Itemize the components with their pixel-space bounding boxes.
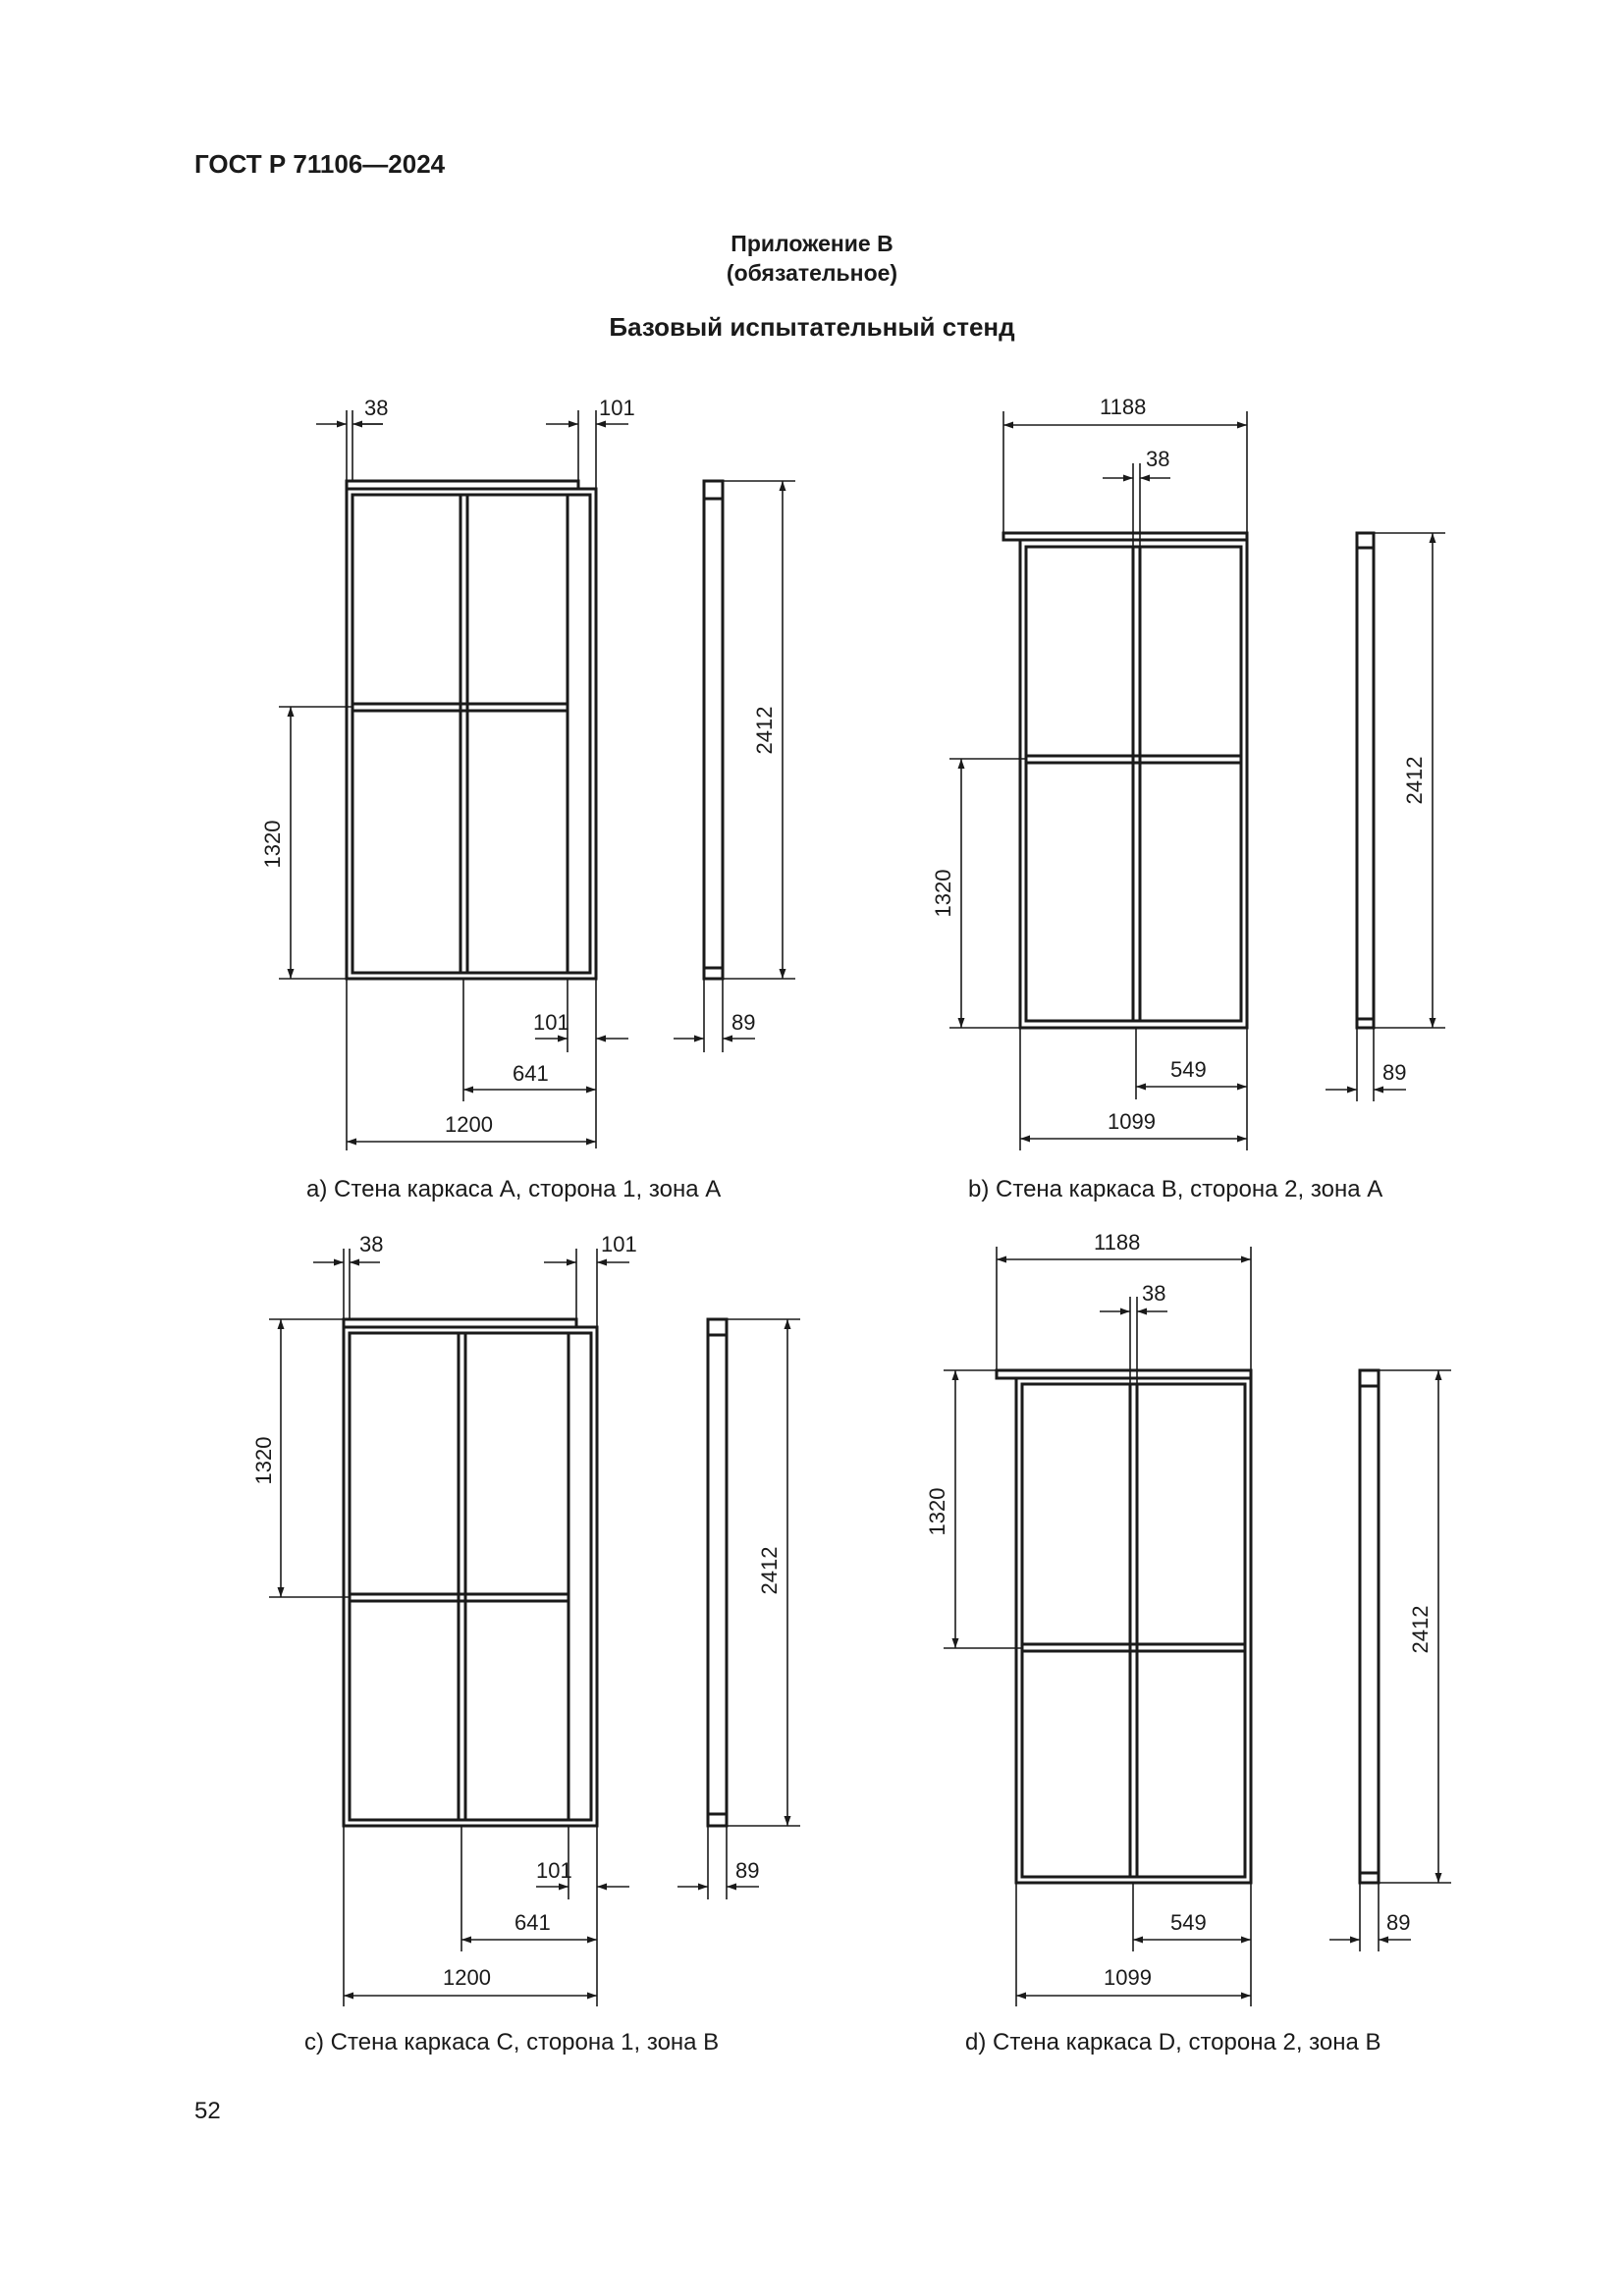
dim-c-center-offset: 641 (514, 1910, 551, 1935)
dim-d-top-width: 1188 (1094, 1230, 1141, 1255)
view-d (925, 1230, 1451, 2056)
dim-a-end-stud-bottom: 101 (533, 1010, 569, 1035)
document-code: ГОСТ Р 71106—2024 (194, 149, 446, 179)
dim-b-top-width: 1188 (1100, 395, 1147, 419)
dim-a-center-offset: 641 (513, 1061, 549, 1086)
view-a (260, 396, 795, 1202)
dim-b-width: 1099 (1108, 1109, 1156, 1134)
dim-d-width: 1099 (1104, 1965, 1152, 1990)
side-view-c (708, 1319, 727, 1826)
frame-a (347, 481, 596, 979)
dimension-lines-a (279, 410, 795, 1150)
frame-d (997, 1370, 1251, 1883)
dim-a-stud: 38 (364, 396, 389, 420)
dim-b-total-height: 2412 (1402, 756, 1427, 805)
dim-c-depth: 89 (735, 1858, 760, 1883)
caption-a: a) Стена каркаса А, сторона 1, зона А (306, 1176, 722, 1202)
view-c (251, 1232, 800, 2056)
dim-d-center-offset: 549 (1170, 1910, 1207, 1935)
frame-b (1003, 533, 1247, 1028)
dim-d-stud: 38 (1142, 1281, 1166, 1306)
dim-c-end-stud: 101 (601, 1232, 637, 1256)
dim-a-depth: 89 (731, 1010, 756, 1035)
dim-b-depth: 89 (1382, 1060, 1407, 1085)
figure-title: Базовый испытательный стенд (609, 312, 1015, 342)
side-view-b (1357, 533, 1374, 1028)
dim-a-end-stud: 101 (599, 396, 635, 420)
dim-a-height-mid: 1320 (260, 820, 285, 869)
dim-b-height-mid: 1320 (931, 869, 955, 918)
frame-c (344, 1319, 597, 1826)
dim-b-center-offset: 549 (1170, 1057, 1207, 1082)
appendix-title: Приложение В (731, 231, 893, 256)
dimension-lines-b (949, 411, 1445, 1150)
view-b (931, 395, 1445, 1202)
appendix-status: (обязательное) (726, 260, 898, 286)
dim-a-total-height: 2412 (752, 706, 777, 755)
dim-d-total-height: 2412 (1408, 1605, 1433, 1654)
dim-a-width: 1200 (445, 1112, 493, 1137)
dim-c-height-mid: 1320 (251, 1436, 276, 1485)
caption-c: c) Стена каркаса С, сторона 1, зона B (304, 2029, 720, 2056)
side-view-d (1360, 1370, 1379, 1883)
dim-d-depth: 89 (1386, 1910, 1411, 1935)
page-number: 52 (194, 2098, 221, 2124)
dim-b-stud: 38 (1146, 447, 1170, 471)
dim-d-height-mid: 1320 (925, 1487, 949, 1536)
caption-d: d) Стена каркаса D, сторона 2, зона B (965, 2029, 1381, 2056)
side-view-a (704, 481, 723, 979)
dim-c-total-height: 2412 (757, 1546, 782, 1595)
dimension-lines-d (944, 1247, 1451, 2006)
dim-c-end-stud-bottom: 101 (536, 1858, 572, 1883)
dim-c-stud: 38 (359, 1232, 384, 1256)
dim-c-width: 1200 (443, 1965, 491, 1990)
caption-b: b) Стена каркаса B, сторона 2, зона А (968, 1176, 1383, 1202)
